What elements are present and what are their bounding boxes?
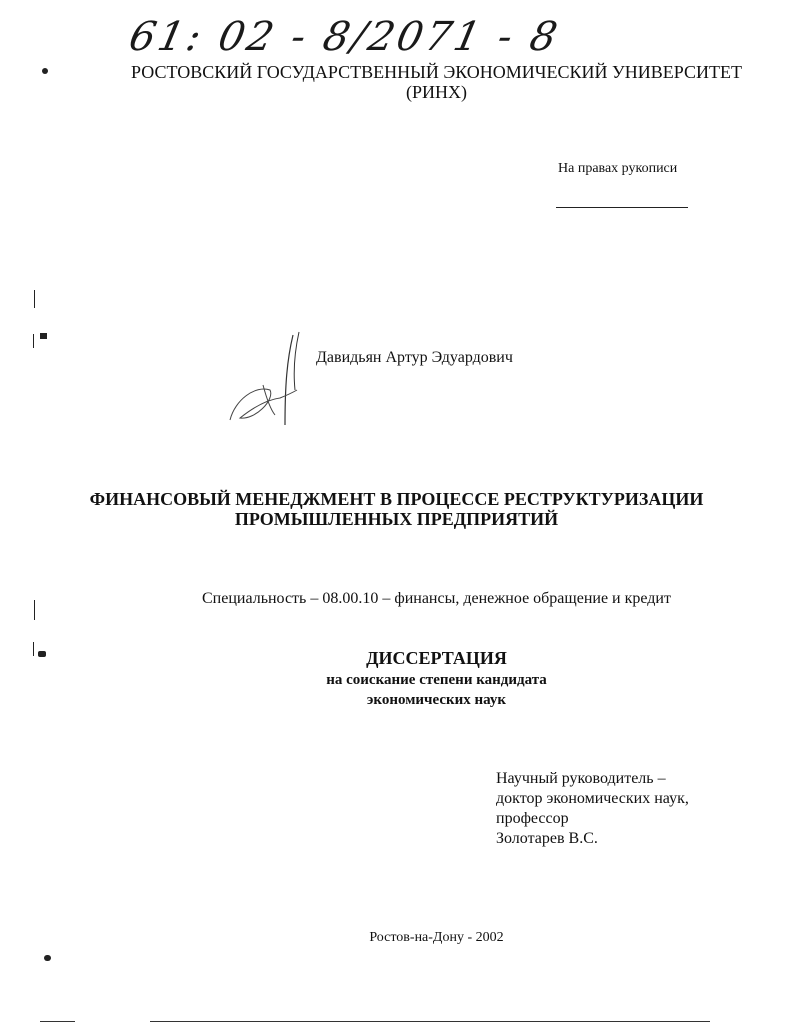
scan-mark — [34, 290, 35, 308]
scan-mark — [40, 333, 47, 339]
scan-mark — [33, 642, 34, 656]
author-signature — [225, 330, 315, 430]
title-line-2: ПРОМЫШЛЕННЫХ ПРЕДПРИЯТИЙ — [234, 509, 559, 529]
author-name: Давидьян Артур Эдуардович — [316, 349, 513, 366]
specialty: Специальность – 08.00.10 – финансы, денежное обращение и кредит — [202, 590, 671, 607]
archive-code-handwritten: 61: 02 - 8/2071 - 8 — [125, 14, 564, 60]
degree-line-1: на соискание степени кандидата — [326, 672, 547, 688]
university-abbreviation: (РИНХ) — [406, 82, 467, 102]
scan-bottom-edge — [150, 1021, 710, 1022]
advisor-name: Золотарев В.С. — [496, 830, 598, 847]
advisor-title: профессор — [496, 810, 569, 827]
degree-line-2: экономических наук — [366, 692, 507, 708]
scan-mark — [33, 334, 34, 348]
scientific-advisor — [496, 769, 689, 849]
advisor-role: Научный руководитель – — [496, 770, 666, 787]
dissertation-title — [0, 489, 793, 529]
manuscript-rights-note: На правах рукописи — [558, 161, 678, 176]
advisor-degree: доктор экономических наук, — [496, 790, 689, 807]
title-line-1: ФИНАНСОВЫЙ МЕНЕДЖМЕНТ В ПРОЦЕССЕ РЕСТРУКТУРИЗАЦИИ — [89, 489, 704, 509]
scan-mark — [34, 600, 35, 620]
scan-bottom-edge — [40, 1021, 75, 1022]
degree-sought — [40, 670, 793, 710]
rights-signature-line — [556, 207, 688, 208]
work-type: ДИССЕРТАЦИЯ — [366, 648, 507, 668]
university-name: РОСТОВСКИЙ ГОСУДАРСТВЕННЫЙ ЭКОНОМИЧЕСКИЙ УНИВЕРСИТЕТ — [131, 62, 742, 82]
city-year: Ростов-на-Дону - 2002 — [369, 930, 504, 945]
scan-mark — [44, 955, 51, 961]
